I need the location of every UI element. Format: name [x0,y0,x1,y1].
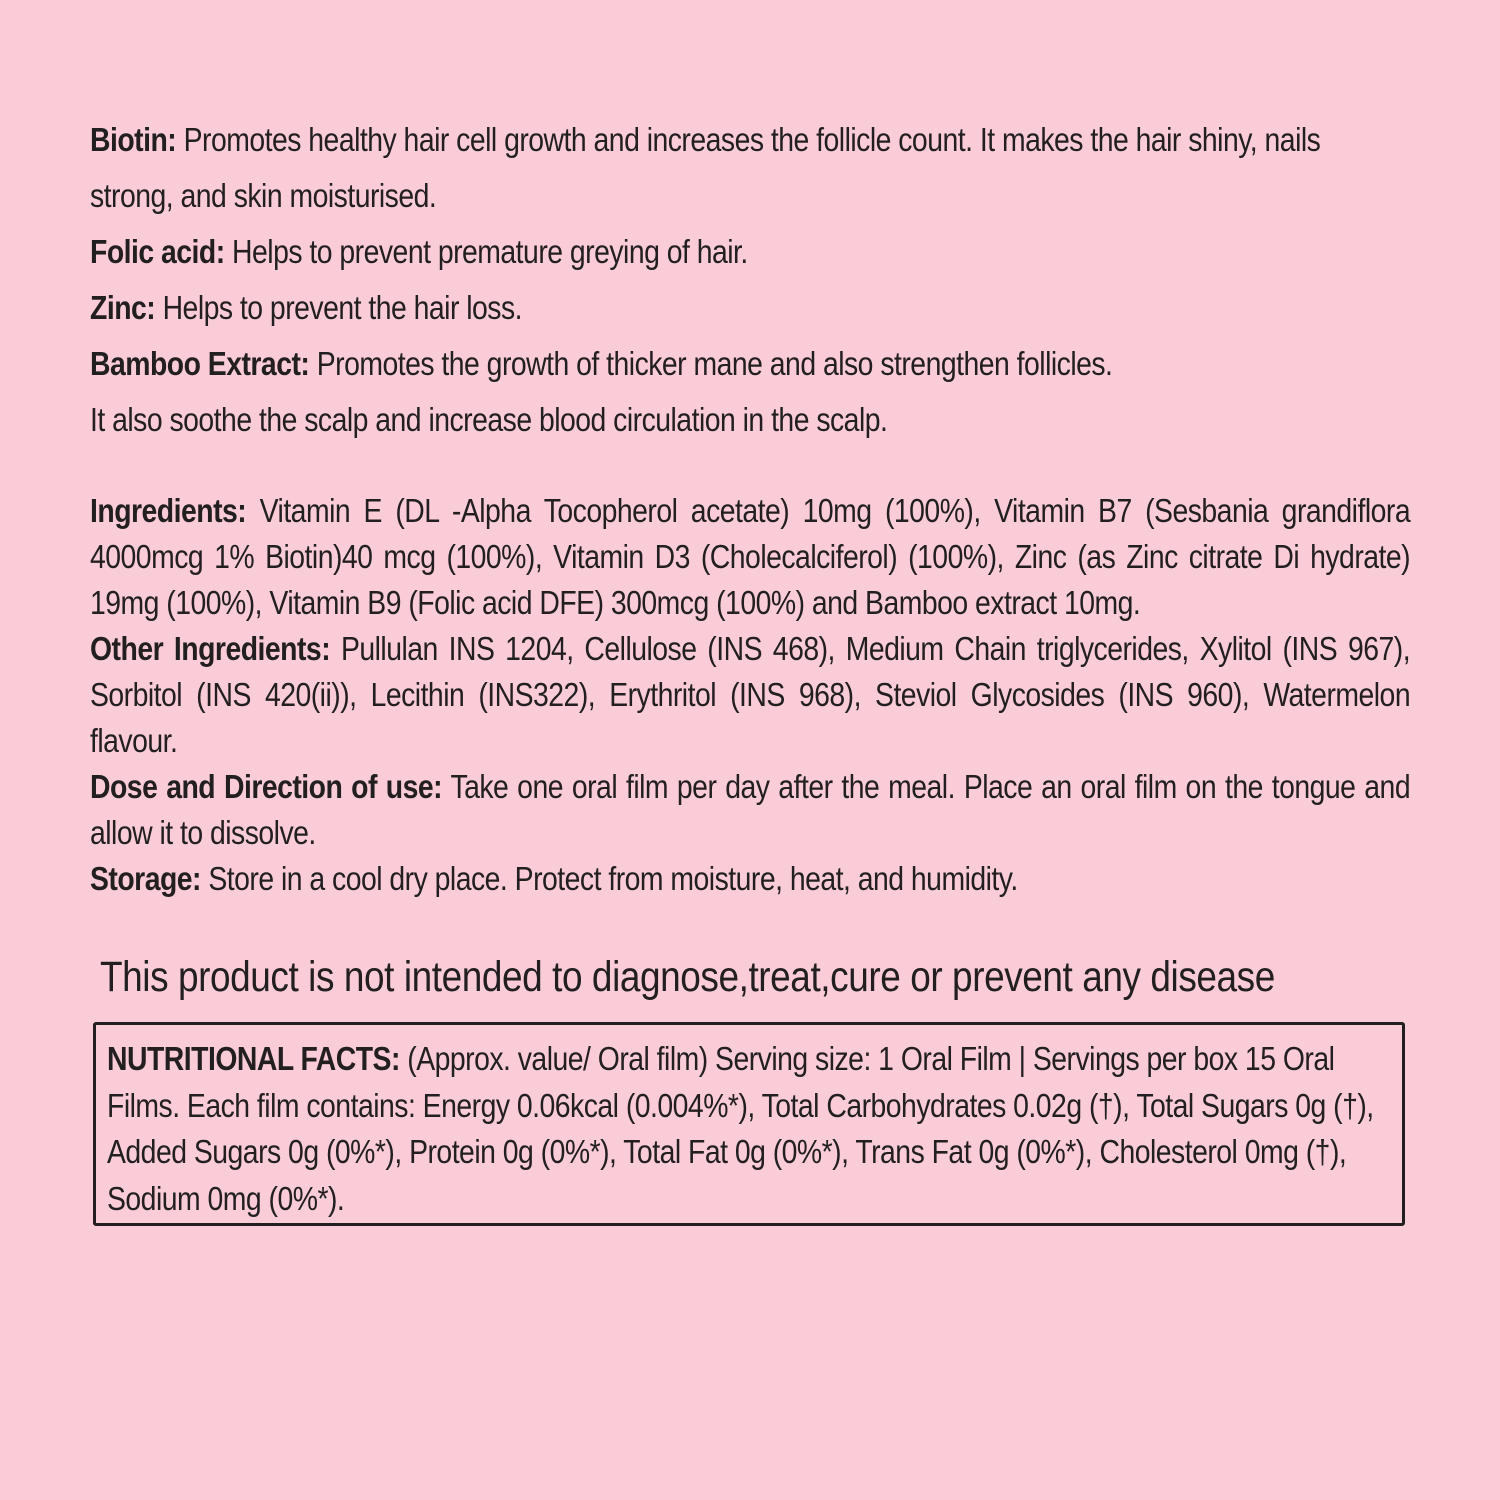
benefit-zinc [90,280,1410,336]
other-ingredients-paragraph [90,626,1410,764]
benefit-bamboo-text: Promotes the growth of thicker mane and also strengthen follicles. [309,345,1113,382]
nutrition-facts-body: (Approx. value/ Oral film) Serving size: 1 Oral Film | Servings per box 15 Oral Films. Each film contains: Energy 0.06kcal (0.004%*), Total Carbohydrates 0.02g (†), Total Sugars 0g (†), Added Sugars 0g (0%*), Protein 0g (0%*), Total Fat 0g (0%*), Trans Fat 0g (0%*), Cholesterol 0mg (†), Sodium 0mg (0%*). [107,1040,1374,1217]
other-ingredients-text: Pullulan INS 1204, Cellulose (INS 468), Medium Chain triglycerides, Xylitol (INS 967), Sorbitol (INS 420(ii)), Lecithin (INS322), Erythritol (INS 968), Steviol Glycosides (INS 960), Watermelon flavour. [90,630,1411,759]
benefit-biotin-label: Biotin: [90,121,177,158]
ingredients-label: Ingredients: [90,492,247,529]
storage-paragraph [90,856,1410,902]
product-info [90,112,1410,902]
benefit-folic-acid-label: Folic acid: [90,233,225,270]
other-ingredients-label: Other Ingredients: [90,630,331,667]
benefit-bamboo-continued: It also soothe the scalp and increase blood circulation in the scalp. [90,401,888,438]
ingredients-text: Vitamin E (DL -Alpha Tocopherol acetate) 10mg (100%), Vitamin B7 (Sesbania grandiflora 4000mcg 1% Biotin)40 mcg (100%), Vitamin D3 (Cholecalciferol) (100%), Zinc (as Zinc citrate Di hydrate) 19mg (100%), Vitamin B9 (Folic acid DFE) 300mcg (100%) and Bamboo extract 10mg. [90,492,1411,621]
storage-label: Storage: [90,860,201,897]
benefit-bamboo-label: Bamboo Extract: [90,345,310,382]
benefits-section [90,112,1410,448]
dose-label: Dose and Direction of use: [90,768,443,805]
nutrition-facts-label: NUTRITIONAL FACTS: [107,1040,400,1077]
nutrition-facts-text [107,1036,1397,1222]
benefit-biotin [90,112,1410,224]
details-section [90,488,1410,902]
dose-paragraph [90,764,1410,856]
benefit-zinc-text: Helps to prevent the hair loss. [155,289,523,326]
storage-text: Store in a cool dry place. Protect from moisture, heat, and humidity. [200,860,1018,897]
benefit-zinc-label: Zinc: [90,289,156,326]
nutrition-facts-box [93,1022,1405,1226]
ingredients-paragraph [90,488,1410,626]
benefit-biotin-text: Promotes healthy hair cell growth and increases the follicle count. It makes the hair shiny, nails strong, and skin moisturised. [90,121,1321,214]
disclaimer: This product is not intended to diagnose,treat,cure or prevent any disease [100,953,1275,1001]
benefit-bamboo [90,336,1410,392]
dose-text: Take one oral film per day after the meal. Place an oral film on the tongue and allow it to dissolve. [90,768,1411,851]
benefit-folic-acid-text: Helps to prevent premature greying of hair. [224,233,748,270]
benefit-folic-acid [90,224,1410,280]
